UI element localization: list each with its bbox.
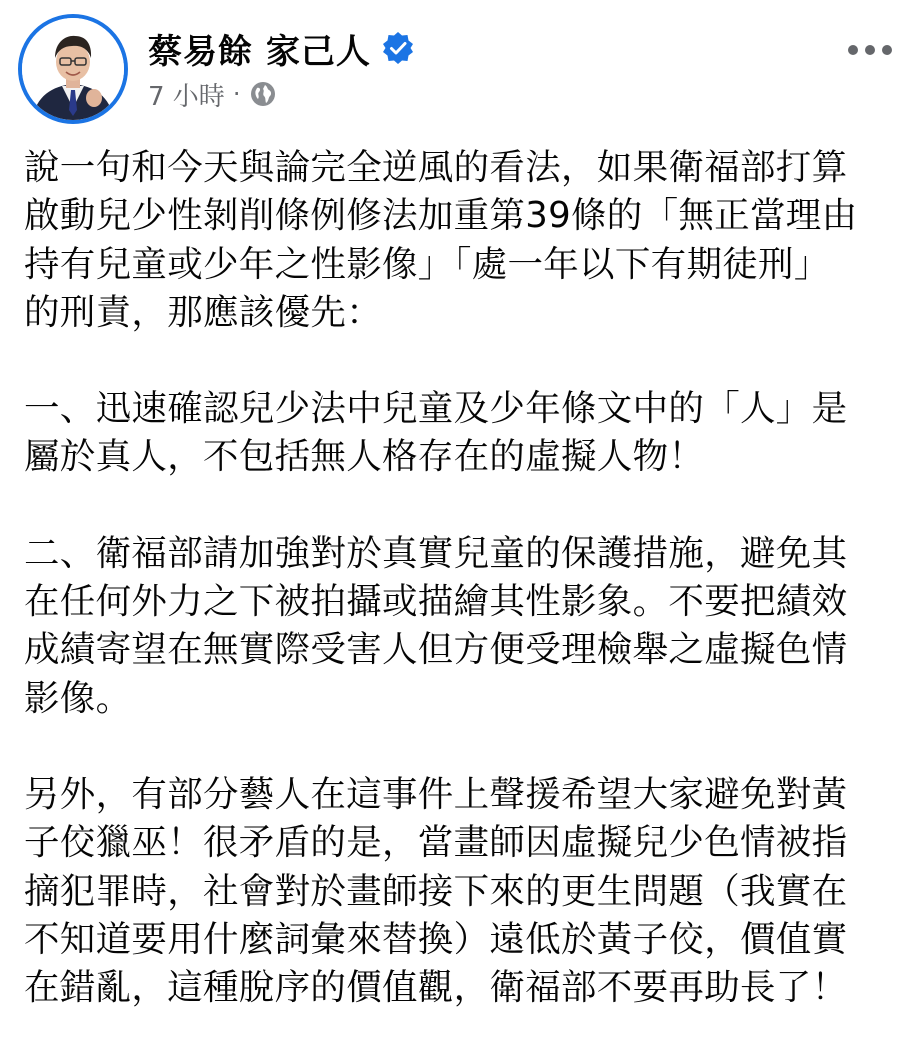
post-body [24,144,894,1060]
post-paragraph: 說一句和今天與論完全逆風的看法，如果衛福部打算 啟動兒少性剝削條例修法加重第39條的「無正當理由 持有兒童或少年之性影像」「處一年以下有期徒刑」 的刑責，那應該優先： [24,147,858,333]
post-timestamp[interactable]: 7 小時 [148,81,225,112]
post-paragraph: 另外，有部分藝人在這事件上聲援希望大家避免對黃 子佼獵巫！很矛盾的是，當畫師因虛擬兒少色情被指 摘犯罪時，社會對於畫師接下來的更生問題（我實在 不知道要用什麼詞彙來替換）遠低於黃子佼，價值實 在錯亂，這種脫序的價值觀，衛福部不要再助長了！ [24,773,848,1009]
more-options-button[interactable] [848,36,892,64]
post-paragraph: 一、迅速確認兒少法中兒童及少年條文中的「人」是 屬於真人，不包括無人格存在的虛擬人物！ [24,388,848,478]
author-name[interactable]: 蔡易餘 家己人 [148,31,371,72]
meta-separator: · [232,80,241,108]
avatar-photo [22,18,124,120]
verified-badge-icon [381,31,415,65]
more-dot-icon [882,45,892,55]
globe-icon[interactable] [248,79,278,109]
post-paragraph: 二、衛福部請加強對於真實兒童的保護措施，避免其 在任何外力之下被拍攝或描繪其性影象。不要把績效 成績寄望在無實際受害人但方便受理檢舉之虛擬色情 影像。 [24,532,848,719]
post-meta [148,76,278,112]
post-header [0,0,912,130]
author-row [148,24,415,72]
more-dot-icon [848,45,858,55]
more-dot-icon [865,45,875,55]
author-avatar[interactable] [18,14,128,124]
